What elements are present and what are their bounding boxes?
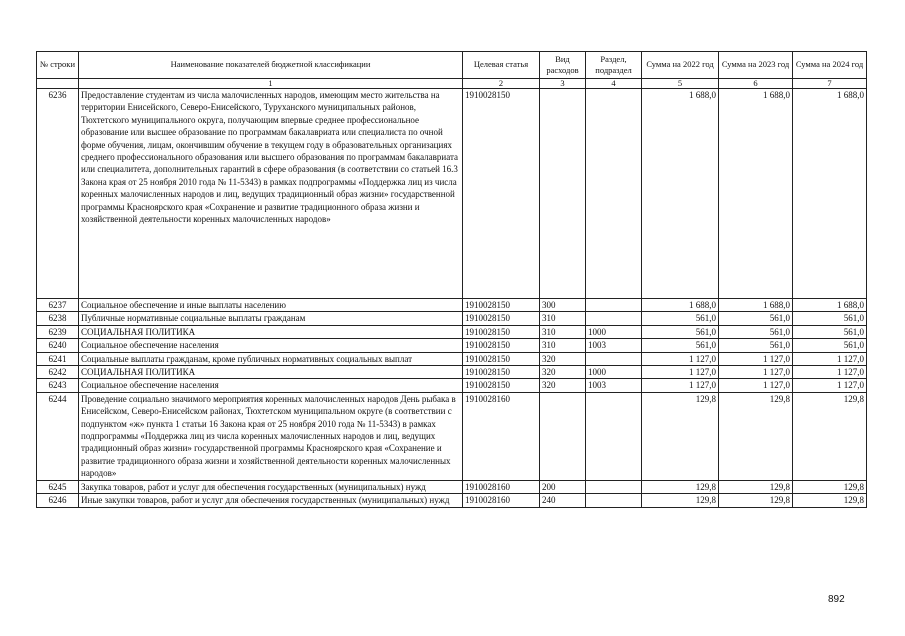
table-row — [37, 325, 867, 338]
row-expense-type: 320 — [540, 379, 586, 392]
row-section — [586, 89, 642, 299]
column-number: 1 — [79, 79, 463, 89]
table-row — [37, 480, 867, 493]
row-name: СОЦИАЛЬНАЯ ПОЛИТИКА — [79, 366, 463, 379]
row-sum-2024: 561,0 — [793, 312, 867, 325]
row-name: Социальные выплаты гражданам, кроме публичных нормативных социальных выплат — [79, 352, 463, 365]
header-row-number: № строки — [37, 52, 79, 79]
row-sum-2023: 1 127,0 — [719, 379, 793, 392]
header-target-article: Целевая статья — [463, 52, 540, 79]
column-number: 5 — [642, 79, 719, 89]
row-section: 1003 — [586, 339, 642, 352]
header-sum-2024: Сумма на 2024 год — [793, 52, 867, 79]
row-sum-2024: 561,0 — [793, 339, 867, 352]
row-section — [586, 480, 642, 493]
row-target: 1910028160 — [463, 392, 540, 480]
header-sum-2022: Сумма на 2022 год — [642, 52, 719, 79]
row-name: Социальное обеспечение и иные выплаты населению — [79, 299, 463, 312]
row-name: Закупка товаров, работ и услуг для обеспечения государственных (муниципальных) нужд — [79, 480, 463, 493]
row-expense-type: 240 — [540, 494, 586, 507]
table-row — [37, 89, 867, 299]
row-expense-type: 200 — [540, 480, 586, 493]
row-sum-2022: 1 127,0 — [642, 379, 719, 392]
row-code: 6244 — [37, 392, 79, 480]
page-number: 892 — [828, 594, 845, 605]
budget-table — [36, 51, 867, 508]
row-sum-2024: 561,0 — [793, 325, 867, 338]
row-section — [586, 299, 642, 312]
row-expense-type: 320 — [540, 352, 586, 365]
row-target: 1910028150 — [463, 325, 540, 338]
header-sum-2023: Сумма на 2023 год — [719, 52, 793, 79]
row-sum-2024: 129,8 — [793, 494, 867, 507]
column-number — [37, 79, 79, 89]
row-section — [586, 352, 642, 365]
header-expense-type: Вид расходов — [540, 52, 586, 79]
row-sum-2022: 129,8 — [642, 480, 719, 493]
row-expense-type: 300 — [540, 299, 586, 312]
row-name: Публичные нормативные социальные выплаты гражданам — [79, 312, 463, 325]
row-sum-2022: 561,0 — [642, 339, 719, 352]
row-sum-2022: 1 688,0 — [642, 89, 719, 299]
table-row — [37, 352, 867, 365]
table-row — [37, 366, 867, 379]
column-number: 7 — [793, 79, 867, 89]
row-sum-2024: 1 127,0 — [793, 366, 867, 379]
row-sum-2024: 1 127,0 — [793, 352, 867, 365]
row-expense-type: 310 — [540, 325, 586, 338]
row-sum-2022: 129,8 — [642, 392, 719, 480]
row-name: СОЦИАЛЬНАЯ ПОЛИТИКА — [79, 325, 463, 338]
header-indicator-name: Наименование показателей бюджетной классификации — [79, 52, 463, 79]
row-sum-2023: 1 127,0 — [719, 352, 793, 365]
table-row — [37, 392, 867, 480]
row-code: 6236 — [37, 89, 79, 299]
row-sum-2023: 129,8 — [719, 480, 793, 493]
row-code: 6245 — [37, 480, 79, 493]
row-expense-type — [540, 89, 586, 299]
column-number: 4 — [586, 79, 642, 89]
row-target: 1910028150 — [463, 312, 540, 325]
row-code: 6243 — [37, 379, 79, 392]
row-sum-2023: 129,8 — [719, 392, 793, 480]
table-row — [37, 494, 867, 507]
row-target: 1910028150 — [463, 89, 540, 299]
row-expense-type — [540, 392, 586, 480]
row-sum-2023: 1 127,0 — [719, 366, 793, 379]
column-number: 3 — [540, 79, 586, 89]
row-target: 1910028160 — [463, 480, 540, 493]
column-number: 2 — [463, 79, 540, 89]
row-code: 6242 — [37, 366, 79, 379]
row-target: 1910028160 — [463, 494, 540, 507]
row-code: 6239 — [37, 325, 79, 338]
row-sum-2022: 1 127,0 — [642, 366, 719, 379]
row-name: Предоставление студентам из числа малочисленных народов, имеющим место жительства на территории Енисейского, Северо-Енисейского, Туруханского муниципальных районов, Тюхтетского муниципального округа, получающим впервые среднее профессиональное образование или высшее образование по программам бакалавриата или специалиста по очной форме обучения, лицам, окончившим обучение в текущем году в образовательных организациях среднего профессионального образования или высшего образования по программам бакалавриата или специалитета, дополнительных гарантий в сфере образования (в соответствии со статьей 16.3 Закона края от 25 ноября 2010 года № 11-5343) в рамках подпрограммы «Поддержка лиц из числа коренных малочисленных народов и лиц, ведущих традиционный образ жизни» государственной программы Красноярского края «Сохранение и развитие традиционного образа жизни и хозяйственной деятельности коренных малочисленных народов» — [79, 89, 463, 299]
row-code: 6237 — [37, 299, 79, 312]
row-target: 1910028150 — [463, 339, 540, 352]
column-number: 6 — [719, 79, 793, 89]
row-sum-2023: 1 688,0 — [719, 89, 793, 299]
row-name: Социальное обеспечение населения — [79, 379, 463, 392]
column-number-row — [37, 79, 867, 89]
row-code: 6240 — [37, 339, 79, 352]
row-target: 1910028150 — [463, 352, 540, 365]
row-name: Социальное обеспечение населения — [79, 339, 463, 352]
row-code: 6246 — [37, 494, 79, 507]
row-expense-type: 320 — [540, 366, 586, 379]
row-target: 1910028150 — [463, 379, 540, 392]
row-code: 6238 — [37, 312, 79, 325]
table-row — [37, 312, 867, 325]
row-sum-2023: 129,8 — [719, 494, 793, 507]
table-row — [37, 379, 867, 392]
row-sum-2024: 1 688,0 — [793, 299, 867, 312]
row-code: 6241 — [37, 352, 79, 365]
header-row — [37, 52, 867, 79]
row-section: 1003 — [586, 379, 642, 392]
row-section — [586, 392, 642, 480]
row-sum-2022: 129,8 — [642, 494, 719, 507]
row-target: 1910028150 — [463, 299, 540, 312]
row-section — [586, 312, 642, 325]
header-section: Раздел, подраздел — [586, 52, 642, 79]
row-sum-2024: 129,8 — [793, 392, 867, 480]
row-section: 1000 — [586, 366, 642, 379]
row-expense-type: 310 — [540, 312, 586, 325]
row-sum-2023: 561,0 — [719, 325, 793, 338]
row-name: Проведение социально значимого мероприятия коренных малочисленных народов День рыбака в Енисейском, Северо-Енисейском районах, Тюхтетском муниципальном округе (в соответствии с подпунктом «ж» пункта 1 статьи 16 Закона края от 25 ноября 2010 года № 11-5343) в рамках подпрограммы «Поддержка лиц из числа коренных малочисленных народов и лиц, ведущих традиционный образ жизни» государственной программы Красноярского края «Сохранение и развитие традиционного образа жизни и хозяйственной деятельности коренных малочисленных народов» — [79, 392, 463, 480]
row-sum-2023: 561,0 — [719, 339, 793, 352]
row-sum-2022: 1 688,0 — [642, 299, 719, 312]
row-sum-2022: 1 127,0 — [642, 352, 719, 365]
row-sum-2023: 561,0 — [719, 312, 793, 325]
row-target: 1910028150 — [463, 366, 540, 379]
row-sum-2024: 1 127,0 — [793, 379, 867, 392]
row-name: Иные закупки товаров, работ и услуг для обеспечения государственных (муниципальных) нужд — [79, 494, 463, 507]
table-row — [37, 299, 867, 312]
row-section: 1000 — [586, 325, 642, 338]
row-sum-2022: 561,0 — [642, 325, 719, 338]
table-row — [37, 339, 867, 352]
row-sum-2022: 561,0 — [642, 312, 719, 325]
row-section — [586, 494, 642, 507]
row-sum-2024: 1 688,0 — [793, 89, 867, 299]
row-expense-type: 310 — [540, 339, 586, 352]
row-sum-2024: 129,8 — [793, 480, 867, 493]
row-sum-2023: 1 688,0 — [719, 299, 793, 312]
